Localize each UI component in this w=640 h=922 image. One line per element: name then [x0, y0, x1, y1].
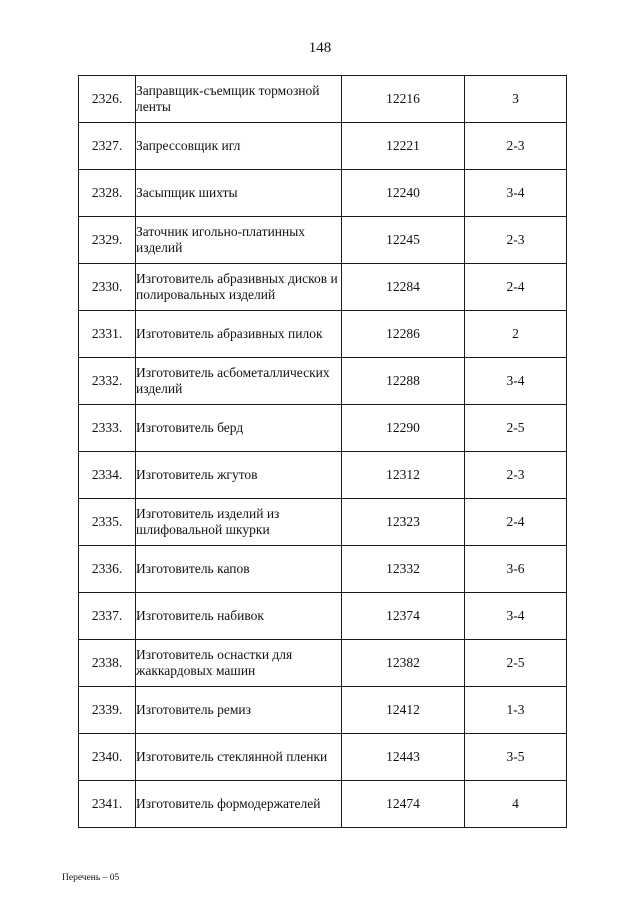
- profession-code: 12474: [342, 781, 465, 828]
- profession-code: 12284: [342, 264, 465, 311]
- profession-code: 12332: [342, 546, 465, 593]
- row-number: 2334.: [79, 452, 136, 499]
- table-row: [79, 734, 567, 781]
- row-number: 2332.: [79, 358, 136, 405]
- table-row: [79, 452, 567, 499]
- profession-name-line: изделий: [136, 381, 183, 396]
- row-number: 2331.: [79, 311, 136, 358]
- row-number: 2327.: [79, 123, 136, 170]
- row-number: 2339.: [79, 687, 136, 734]
- profession-name: [136, 264, 342, 311]
- profession-name-line: Засыпщик шихты: [136, 185, 238, 200]
- profession-name-line: Изготовитель изделий из: [136, 506, 280, 521]
- grade-range: 2: [465, 311, 567, 358]
- profession-code: 12245: [342, 217, 465, 264]
- row-number: 2337.: [79, 593, 136, 640]
- profession-name-line: Изготовитель формодержателей: [136, 796, 321, 811]
- grade-range: 3-4: [465, 170, 567, 217]
- profession-name: [136, 593, 342, 640]
- profession-name-line: полировальных изделий: [136, 287, 276, 302]
- profession-name: [136, 452, 342, 499]
- profession-name-line: ленты: [136, 99, 171, 114]
- profession-name-line: Изготовитель жгутов: [136, 467, 258, 482]
- grade-range: 4: [465, 781, 567, 828]
- table-row: [79, 546, 567, 593]
- grade-range: 3-6: [465, 546, 567, 593]
- row-number: 2330.: [79, 264, 136, 311]
- profession-name: [136, 217, 342, 264]
- profession-name: [136, 123, 342, 170]
- row-number: 2336.: [79, 546, 136, 593]
- profession-code: 12382: [342, 640, 465, 687]
- table-row: [79, 76, 567, 123]
- grade-range: 1-3: [465, 687, 567, 734]
- table-row: [79, 358, 567, 405]
- profession-code: 12216: [342, 76, 465, 123]
- table-row: [79, 170, 567, 217]
- profession-name-line: Изготовитель капов: [136, 561, 250, 576]
- grade-range: 2-5: [465, 405, 567, 452]
- profession-name: [136, 405, 342, 452]
- grade-range: 3-4: [465, 358, 567, 405]
- grade-range: 2-3: [465, 452, 567, 499]
- row-number: 2335.: [79, 499, 136, 546]
- table-row: [79, 311, 567, 358]
- profession-name: [136, 170, 342, 217]
- profession-name-line: Изготовитель стеклянной пленки: [136, 749, 328, 764]
- profession-code: 12312: [342, 452, 465, 499]
- profession-name-line: шлифовальной шкурки: [136, 522, 270, 537]
- profession-code: 12221: [342, 123, 465, 170]
- profession-name: [136, 358, 342, 405]
- grade-range: 2-3: [465, 123, 567, 170]
- profession-code: 12374: [342, 593, 465, 640]
- footer-label: Перечень – 05: [62, 873, 120, 883]
- profession-name-line: Изготовитель оснастки для: [136, 647, 293, 662]
- profession-name-line: изделий: [136, 240, 183, 255]
- table-row: [79, 123, 567, 170]
- row-number: 2328.: [79, 170, 136, 217]
- profession-name-line: жаккардовых машин: [136, 663, 256, 678]
- profession-code: 12412: [342, 687, 465, 734]
- profession-name-line: Заточник игольно-платинных: [136, 224, 306, 239]
- grade-range: 2-4: [465, 499, 567, 546]
- profession-name: [136, 546, 342, 593]
- grade-range: 2-5: [465, 640, 567, 687]
- grade-range: 3: [465, 76, 567, 123]
- profession-code: 12323: [342, 499, 465, 546]
- table-row: [79, 593, 567, 640]
- row-number: 2341.: [79, 781, 136, 828]
- table-row: [79, 264, 567, 311]
- table-row: [79, 781, 567, 828]
- profession-code: 12290: [342, 405, 465, 452]
- profession-name: [136, 499, 342, 546]
- table-row: [79, 405, 567, 452]
- profession-name-line: Изготовитель абразивных пилок: [136, 326, 323, 341]
- profession-code: 12240: [342, 170, 465, 217]
- profession-name: [136, 734, 342, 781]
- profession-code: 12286: [342, 311, 465, 358]
- table-row: [79, 499, 567, 546]
- grade-range: 2-3: [465, 217, 567, 264]
- table-row: [79, 640, 567, 687]
- profession-name: [136, 687, 342, 734]
- table-row: [79, 687, 567, 734]
- profession-name: [136, 76, 342, 123]
- profession-name-line: Изготовитель набивок: [136, 608, 264, 623]
- table-row: [79, 217, 567, 264]
- profession-name-line: Запрессовщик игл: [136, 138, 241, 153]
- profession-code: 12443: [342, 734, 465, 781]
- row-number: 2338.: [79, 640, 136, 687]
- profession-name-line: Изготовитель абразивных дисков и: [136, 271, 338, 286]
- profession-name: [136, 640, 342, 687]
- profession-name-line: Изготовитель берд: [136, 420, 244, 435]
- table-body: [79, 76, 567, 828]
- profession-name: [136, 311, 342, 358]
- row-number: 2333.: [79, 405, 136, 452]
- grade-range: 2-4: [465, 264, 567, 311]
- profession-name-line: Изготовитель асбометаллических: [136, 365, 330, 380]
- row-number: 2326.: [79, 76, 136, 123]
- grade-range: 3-5: [465, 734, 567, 781]
- profession-name-line: Изготовитель ремиз: [136, 702, 251, 717]
- profession-table: [78, 75, 567, 828]
- page-number: 148: [308, 40, 332, 56]
- profession-name-line: Заправщик-съемщик тормозной: [136, 83, 320, 98]
- row-number: 2340.: [79, 734, 136, 781]
- profession-name: [136, 781, 342, 828]
- row-number: 2329.: [79, 217, 136, 264]
- profession-code: 12288: [342, 358, 465, 405]
- grade-range: 3-4: [465, 593, 567, 640]
